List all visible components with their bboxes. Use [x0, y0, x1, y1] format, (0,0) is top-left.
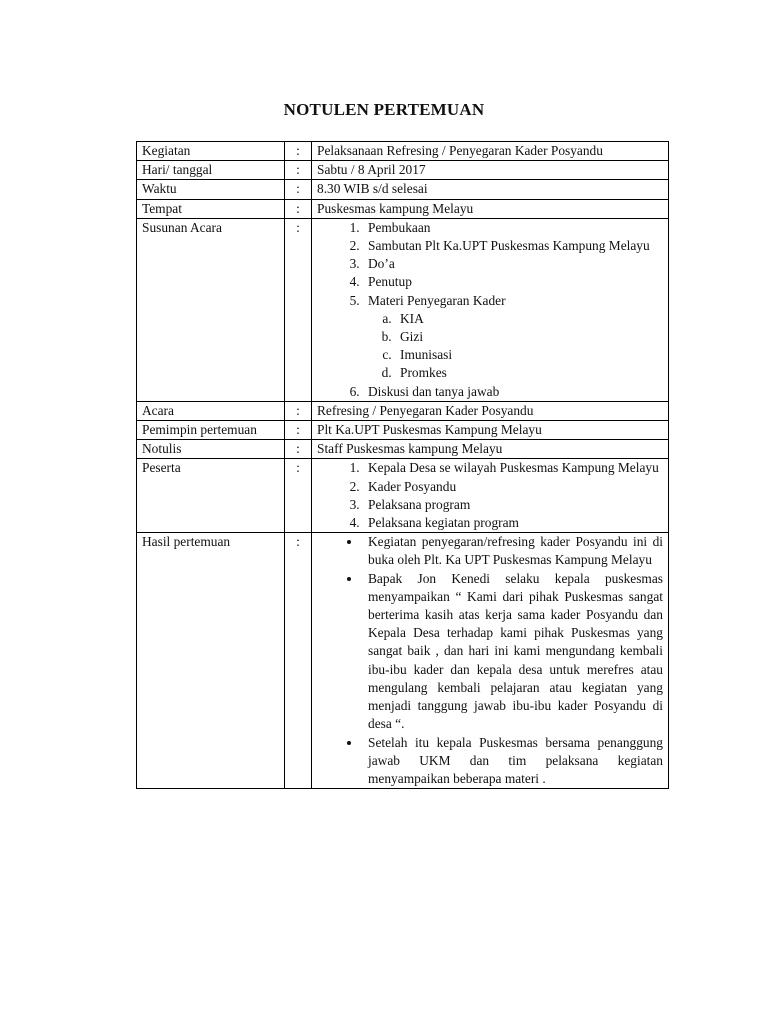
row-value: Puskesmas kampung Melayu	[312, 199, 669, 218]
row-notulis	[137, 440, 669, 459]
list-item: 3. Pelaksana program	[363, 496, 663, 514]
list-item: 4. Pelaksana kegiatan program	[363, 514, 663, 532]
row-acara	[137, 401, 669, 420]
row-peserta	[137, 459, 669, 533]
list-item-label: Materi Penyegaran Kader	[368, 292, 506, 308]
list-item: 2. Sambutan Plt Ka.UPT Puskesmas Kampung Melayu	[363, 237, 663, 255]
list-item: • Bapak Jon Kenedi selaku kepala puskesmas menyampaikan “ Kami dari pihak Puskesmas sangat berterima kasih atas kerja sama kader Posyandu dan Kepala Desa terhadap kami pihak Puskesmas yang sangat baik , dan hari ini kami mengundang kembali ibu-ibu kader dan kepala desa untuk merefres atau mengulang kembali pelajaran atau kegiatan yang menjadi tanggung jawab ibu-ibu kader Posyandu di desa “.	[362, 570, 663, 734]
list-item: 1. Kepala Desa se wilayah Puskesmas Kampung Melayu	[363, 459, 663, 477]
list-item: 4. Penutup	[363, 273, 663, 291]
row-value: Plt Ka.UPT Puskesmas Kampung Melayu	[312, 421, 669, 440]
row-waktu	[137, 180, 669, 199]
row-label: Susunan Acara	[137, 218, 285, 401]
participant-list	[317, 459, 663, 532]
row-colon: :	[285, 459, 312, 533]
row-label: Pemimpin pertemuan	[137, 421, 285, 440]
row-colon: :	[285, 440, 312, 459]
row-pemimpin	[137, 421, 669, 440]
row-value: Sabtu / 8 April 2017	[312, 161, 669, 180]
row-colon: :	[285, 421, 312, 440]
row-susunan-acara	[137, 218, 669, 401]
row-label: Waktu	[137, 180, 285, 199]
list-item: d. Promkes	[395, 364, 663, 382]
list-item: b. Gizi	[395, 328, 663, 346]
result-list	[317, 533, 663, 788]
list-item: • Kegiatan penyegaran/refresing kader Posyandu ini di buka oleh Plt. Ka UPT Puskesmas Kampung Melayu	[362, 533, 663, 569]
row-label: Hasil pertemuan	[137, 533, 285, 789]
row-colon: :	[285, 401, 312, 420]
row-colon: :	[285, 218, 312, 401]
row-label: Tempat	[137, 199, 285, 218]
row-label: Kegiatan	[137, 142, 285, 161]
row-value: Refresing / Penyegaran Kader Posyandu	[312, 401, 669, 420]
list-item: a. KIA	[395, 310, 663, 328]
notulen-table	[136, 141, 669, 789]
row-label: Notulis	[137, 440, 285, 459]
row-value: 8.30 WIB s/d selesai	[312, 180, 669, 199]
list-item: • Setelah itu kepala Puskesmas bersama penanggung jawab UKM dan tim pelaksana kegiatan menyampaikan beberapa materi .	[362, 734, 663, 789]
list-item: 2. Kader Posyandu	[363, 478, 663, 496]
row-hasil-pertemuan	[137, 533, 669, 789]
agenda-list	[317, 219, 663, 401]
row-label: Peserta	[137, 459, 285, 533]
list-item	[363, 292, 663, 383]
row-value: Staff Puskesmas kampung Melayu	[312, 440, 669, 459]
row-colon: :	[285, 142, 312, 161]
page-title: NOTULEN PERTEMUAN	[283, 100, 485, 119]
row-colon: :	[285, 533, 312, 789]
row-value	[312, 533, 669, 789]
list-item: 3. Do’a	[363, 255, 663, 273]
row-hari-tanggal	[137, 161, 669, 180]
row-colon: :	[285, 180, 312, 199]
row-label: Acara	[137, 401, 285, 420]
row-colon: :	[285, 161, 312, 180]
row-value	[312, 218, 669, 401]
list-item: c. Imunisasi	[395, 346, 663, 364]
row-kegiatan	[137, 142, 669, 161]
row-tempat	[137, 199, 669, 218]
row-colon: :	[285, 199, 312, 218]
list-item: 1. Pembukaan	[363, 219, 663, 237]
material-sublist	[368, 310, 663, 383]
list-item: 6. Diskusi dan tanya jawab	[363, 383, 663, 401]
row-value: Pelaksanaan Refresing / Penyegaran Kader Posyandu	[312, 142, 669, 161]
row-label: Hari/ tanggal	[137, 161, 285, 180]
row-value	[312, 459, 669, 533]
